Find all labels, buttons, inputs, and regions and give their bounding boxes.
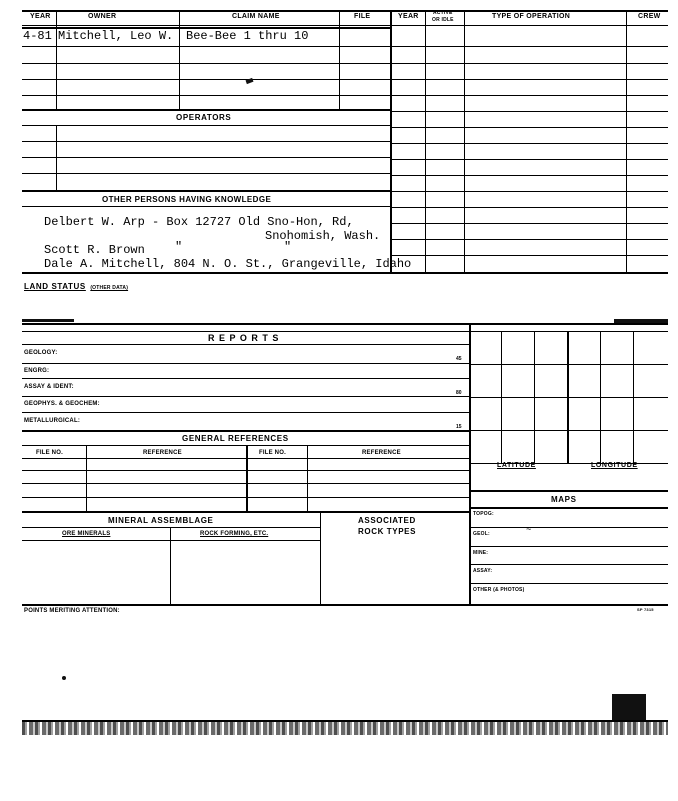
activity-or-idle-header: OR IDLE	[432, 17, 454, 23]
activity-row-line	[391, 191, 668, 192]
others-line3-ditto: "	[175, 240, 183, 254]
claim-row-line	[22, 46, 390, 47]
genref-reference-2: REFERENCE	[362, 450, 401, 456]
top-border	[22, 10, 668, 12]
operators-top-rule	[22, 109, 390, 111]
operators-col-divider	[56, 125, 57, 190]
row1-year: 4-81	[23, 29, 52, 43]
genref-col-divider	[86, 445, 87, 511]
general-refs-title: GENERAL REFERENCES	[182, 434, 289, 443]
ore-minerals-label: ORE MINERALS	[62, 531, 111, 537]
activity-row-line	[391, 46, 668, 47]
report-geophys: GEOPHYS. & GEOCHEM:	[24, 401, 100, 407]
col-file-header: FILE	[354, 13, 371, 20]
maps-title-rule	[470, 507, 668, 509]
others-line1: Delbert W. Arp - Box 12727 Old Sno-Hon, Rd,	[44, 215, 354, 229]
latitude-label: LATITUDE	[497, 462, 536, 469]
scan-speck	[62, 676, 66, 680]
bottom-rule	[22, 604, 668, 606]
scan-artifact	[22, 319, 74, 322]
ink-smudge	[246, 78, 254, 84]
activity-row-line	[391, 79, 668, 80]
operators-row-line	[22, 125, 390, 126]
genref-col-divider	[307, 445, 308, 511]
maps-topog: TOPOG:	[473, 511, 494, 517]
scan-edge-line	[22, 720, 668, 722]
report-num-80: 80	[456, 390, 462, 396]
maps-row-line	[470, 546, 668, 547]
grid-row	[470, 364, 668, 365]
associated-label: ASSOCIATED	[358, 516, 416, 525]
genref-file-no-2: FILE NO.	[259, 450, 286, 456]
activity-divider-type	[626, 10, 627, 272]
general-refs-top-rule	[22, 430, 469, 432]
grid-row	[470, 430, 668, 431]
land-status-label-group	[24, 276, 128, 294]
maps-row-line	[470, 527, 668, 528]
grid-row	[470, 397, 668, 398]
row1-claim-name: Bee-Bee 1 thru 10	[186, 29, 309, 43]
claim-row-line	[22, 63, 390, 64]
activity-row-line	[391, 159, 668, 160]
others-line3-ditto-2: "	[284, 240, 292, 254]
others-title: OTHER PERSONS HAVING KNOWLEDGE	[102, 195, 272, 204]
main-divider	[390, 10, 392, 272]
activity-row-line	[391, 111, 668, 112]
header-rule	[22, 25, 668, 26]
scan-artifact-square	[612, 694, 646, 720]
col-owner-header: OWNER	[88, 13, 117, 20]
activity-row-line	[391, 127, 668, 128]
report-engrg: ENGRG:	[24, 368, 50, 374]
maps-geol-note: ~	[526, 525, 532, 535]
land-status-sub: (OTHER DATA)	[90, 285, 129, 291]
reports-row-line	[22, 363, 469, 364]
report-metallurgical: METALLURGICAL:	[24, 418, 81, 424]
activity-divider-active	[464, 10, 465, 272]
activity-row-line	[391, 207, 668, 208]
col-year-header: YEAR	[30, 13, 51, 20]
rock-types-label: ROCK TYPES	[358, 527, 417, 536]
activity-crew-header: CREW	[638, 13, 661, 20]
land-status-label: LAND STATUS	[24, 282, 86, 291]
mineral-rule	[22, 527, 320, 528]
maps-assay: ASSAY:	[473, 568, 493, 574]
report-assay: ASSAY & IDENT:	[24, 384, 74, 390]
upper-section-bottom-rule	[22, 272, 668, 274]
activity-row-line	[391, 239, 668, 240]
genref-file-no-1: FILE NO.	[36, 450, 63, 456]
form-number: SP 7315	[637, 607, 654, 612]
maps-geol: GEOL:	[473, 531, 490, 537]
report-num-45: 45	[456, 356, 462, 362]
reports-row-line	[22, 412, 469, 413]
scan-noise-band	[22, 721, 668, 735]
reports-row-line	[22, 378, 469, 379]
operators-row-line	[22, 157, 390, 158]
maps-title: MAPS	[551, 495, 577, 504]
activity-type-header: TYPE OF OPERATION	[492, 13, 571, 20]
rock-forming-label: ROCK FORMING, ETC.	[200, 531, 269, 537]
reports-top-rule-2	[22, 331, 668, 332]
genref-col-divider	[246, 445, 248, 511]
mineral-col-divider	[170, 527, 171, 605]
operators-row-line	[22, 173, 390, 174]
reports-title: R E P O R T S	[208, 333, 280, 343]
points-meriting-label: POINTS MERITING ATTENTION:	[24, 608, 120, 614]
report-num-15: 15	[456, 424, 462, 430]
activity-divider-year	[425, 10, 426, 272]
maps-top-rule	[470, 490, 668, 492]
mineral-top-rule	[22, 511, 469, 513]
activity-row-line	[391, 63, 668, 64]
activity-row-line	[391, 255, 668, 256]
activity-year-header: YEAR	[398, 13, 419, 20]
maps-other: OTHER (& PHOTOS)	[473, 587, 525, 593]
mineral-title: MINERAL ASSEMBLAGE	[108, 516, 214, 525]
activity-row-line	[391, 223, 668, 224]
activity-row-line	[391, 95, 668, 96]
others-line4: Dale A. Mitchell, 804 N. O. St., Grangeville, Idaho	[44, 257, 412, 271]
others-line2: Snohomish, Wash.	[265, 229, 381, 243]
reports-row-line	[22, 344, 469, 345]
reports-row-line	[22, 396, 469, 397]
genref-reference-1: REFERENCE	[143, 450, 182, 456]
row1-owner: Mitchell, Leo W.	[58, 29, 174, 43]
reports-top-rule	[22, 323, 668, 325]
claim-row-line	[22, 79, 390, 80]
operators-row-line	[22, 141, 390, 142]
activity-active-header: ACTIVE	[433, 10, 453, 16]
mineral-assoc-divider	[320, 511, 321, 605]
maps-row-line	[470, 564, 668, 565]
longitude-label: LONGITUDE	[591, 462, 638, 469]
mineral-rule	[22, 540, 320, 541]
operators-title: OPERATORS	[176, 113, 232, 122]
claim-row-line	[22, 95, 390, 96]
col-claim-name-header: CLAIM NAME	[232, 13, 280, 20]
maps-mine: MINE:	[473, 550, 489, 556]
others-top-rule	[22, 190, 390, 192]
activity-row-line	[391, 143, 668, 144]
maps-row-line	[470, 583, 668, 584]
report-geology: GEOLOGY:	[24, 350, 58, 356]
activity-row-line	[391, 175, 668, 176]
others-line3-name: Scott R. Brown	[44, 243, 145, 257]
others-title-rule	[22, 206, 390, 207]
